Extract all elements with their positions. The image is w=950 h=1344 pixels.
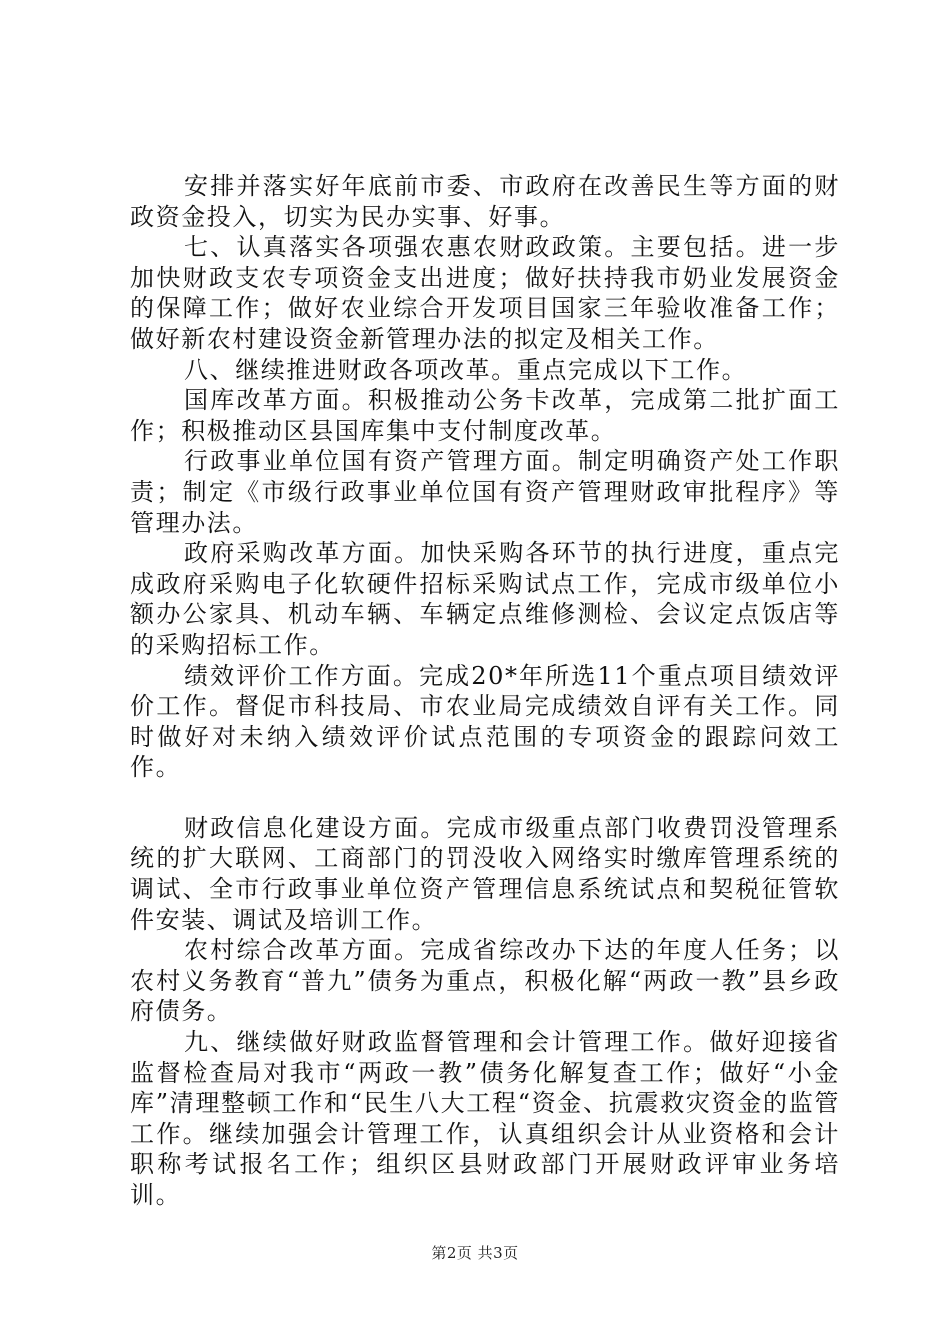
paragraph-section-9-supervision: 九、继续做好财政监督管理和会计管理工作。做好迎接省监督检查局对我市“两政一教”债务化解复查工作；做好“小金库”清理整顿工作和“民生八大工程“资金、抗震救灾资金的监管工作。继续加强会计管理工作，认真组织会计从业资格和会计职称考试报名工作；组织区县财政部门开展财政评审业务培训。 (130, 1028, 840, 1209)
paragraph-gap (130, 783, 840, 813)
paragraph-treasury-reform: 国库改革方面。积极推动公务卡改革，完成第二批扩面工作；积极推动区县国库集中支付制度改革。 (130, 386, 840, 445)
paragraph-section-8-reform: 八、继续推进财政各项改革。重点完成以下工作。 (184, 355, 748, 384)
paragraph-livelihood-funding: 安排并落实好年底前市委、市政府在改善民生等方面的财政资金投入，切实为民办实事、好事。 (130, 172, 840, 231)
paragraph-section-7-agriculture: 七、认真落实各项强农惠农财政政策。主要包括。进一步加快财政支农专项资金支出进度；做好扶持我市奶业发展资金的保障工作；做好农业综合开发项目国家三年验收准备工作；做好新农村建设资金新管理办法的拟定及相关工作。 (130, 233, 840, 353)
paragraph-informatization: 财政信息化建设方面。完成市级重点部门收费罚没管理系统的扩大联网、工商部门的罚没收入网络实时缴库管理系统的调试、全市行政事业单位资产管理信息系统试点和契税征管软件安装、调试及培训工作。 (130, 813, 840, 934)
page-footer: 第2页 共3页 (431, 1244, 519, 1262)
paragraph-state-assets: 行政事业单位国有资产管理方面。制定明确资产处工作职责；制定《市级行政事业单位国有资产管理财政审批程序》等管理办法。 (130, 447, 840, 537)
paragraph-rural-reform: 农村综合改革方面。完成省综改办下达的年度人任务；以农村义务教育“普九”债务为重点，积极化解“两政一教”县乡政府债务。 (130, 936, 840, 1026)
document-body (130, 171, 840, 1211)
paragraph-performance-evaluation: 绩效评价工作方面。完成20*年所选11个重点项目绩效评价工作。督促市科技局、市农业局完成绩效自评有关工作。同时做好对未纳入绩效评价试点范围的专项资金的跟踪问效工作。 (130, 661, 840, 782)
paragraph-procurement-reform: 政府采购改革方面。加快采购各环节的执行进度，重点完成政府采购电子化软硬件招标采购试点工作，完成市级单位小额办公家具、机动车辆、车辆定点维修测检、会议定点饭店等的采购招标工作。 (130, 539, 840, 659)
